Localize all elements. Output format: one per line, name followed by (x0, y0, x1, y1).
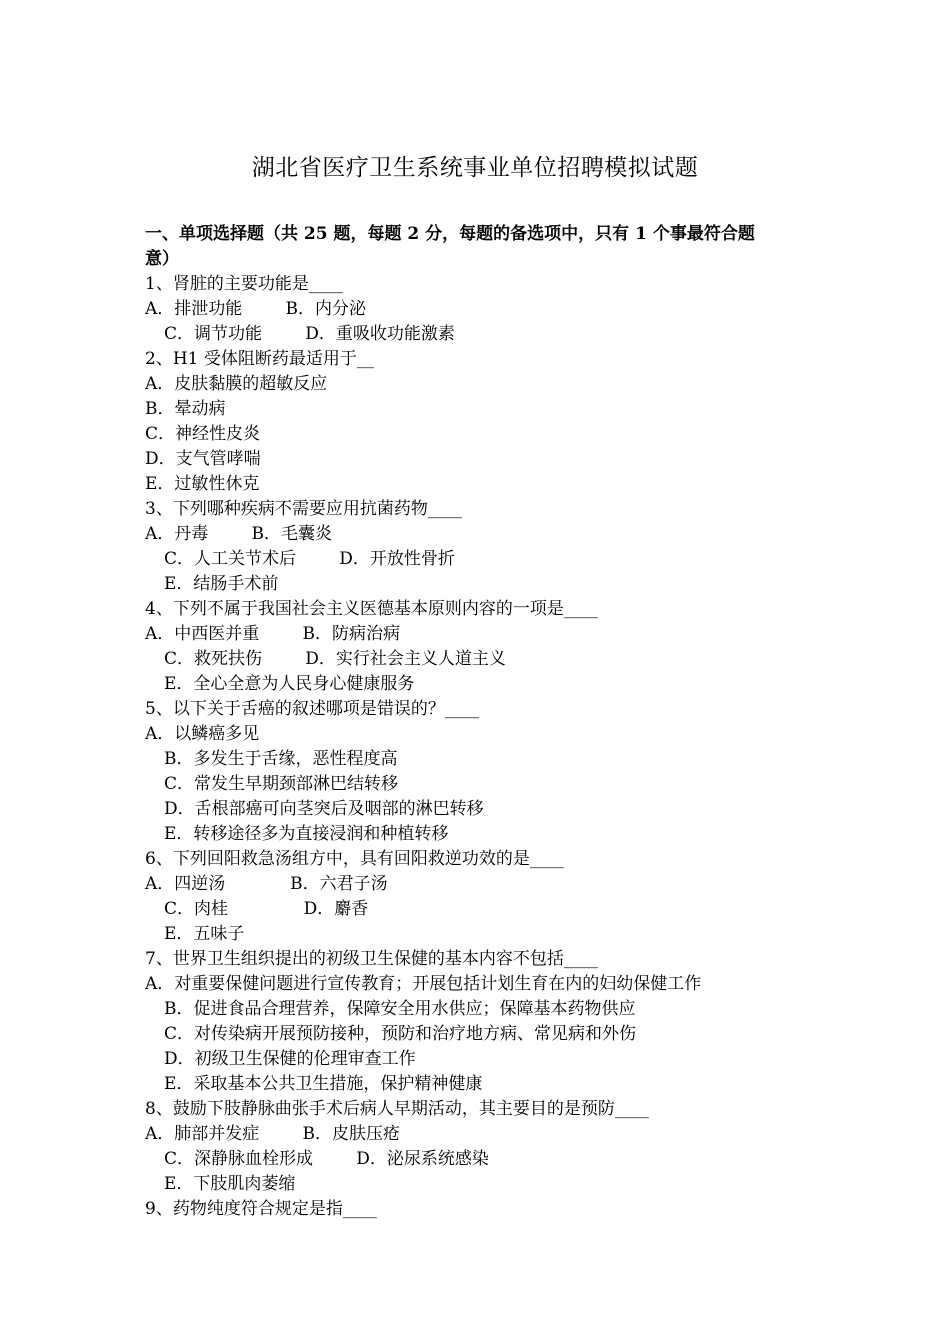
question-stem: 1、肾脏的主要功能是____ (145, 274, 343, 294)
answer-option: B．促进食品合理营养，保障安全用水供应；保障基本药物供应 (164, 999, 636, 1019)
answer-option: E．转移途径多为直接浸润和种植转移 (164, 824, 449, 844)
answer-option: C．人工关节术后 D．开放性骨折 (164, 549, 455, 569)
answer-option: A．以鳞癌多见 (145, 724, 260, 744)
answer-option: A．皮肤黏膜的超敏反应 (145, 374, 328, 394)
answer-option: C．常发生早期颈部淋巴结转移 (164, 774, 399, 794)
document-body (145, 222, 825, 1222)
answer-option: D．舌根部癌可向茎突后及咽部的淋巴转移 (164, 799, 484, 819)
answer-option: C．救死扶伤 D．实行社会主义人道主义 (164, 649, 506, 669)
question-stem: 8、鼓励下肢静脉曲张手术后病人早期活动，其主要目的是预防____ (145, 1099, 649, 1119)
answer-option: E．五味子 (164, 924, 245, 944)
section-heading-line-1: 一、单项选择题（共 25 题，每题 2 分，每题的备选项中，只有 1 个事最符合题 (145, 224, 755, 244)
answer-option: C．深静脉血栓形成 D．泌尿系统感染 (164, 1149, 489, 1169)
question-stem: 2、H1 受体阻断药最适用于__ (145, 349, 374, 369)
answer-option: B．晕动病 (145, 399, 226, 419)
answer-option: D．支气管哮喘 (145, 449, 261, 469)
answer-option: A．四逆汤 B．六君子汤 (145, 874, 388, 894)
answer-option: A．肺部并发症 B．皮肤压疮 (145, 1124, 400, 1144)
answer-option: C．对传染病开展预防接种，预防和治疗地方病、常见病和外伤 (164, 1024, 637, 1044)
question-stem: 3、下列哪种疾病不需要应用抗菌药物____ (145, 499, 462, 519)
question-stem: 7、世界卫生组织提出的初级卫生保健的基本内容不包括____ (145, 949, 598, 969)
section-heading (145, 222, 825, 272)
answer-option: A．排泄功能 B．内分泌 (145, 299, 366, 319)
question-stem: 4、下列不属于我国社会主义医德基本原则内容的一项是____ (145, 599, 598, 619)
answer-option: A．对重要保健问题进行宣传教育；开展包括计划生育在内的妇幼保健工作 (145, 974, 702, 994)
question-stem: 5、以下关于舌癌的叙述哪项是错误的？____ (145, 699, 479, 719)
answer-option: C．肉桂 D．麝香 (164, 899, 369, 919)
question-list (145, 272, 825, 1222)
question-stem: 6、下列回阳救急汤组方中，具有回阳救逆功效的是____ (145, 849, 564, 869)
answer-option: E．采取基本公共卫生措施，保护精神健康 (164, 1074, 483, 1094)
answer-option: E．下肢肌肉萎缩 (164, 1174, 296, 1194)
section-heading-line-2: 意） (145, 249, 179, 269)
page-title: 湖北省医疗卫生系统事业单位招聘模拟试题 (251, 155, 699, 181)
answer-option: C．调节功能 D．重吸收功能激素 (164, 324, 455, 344)
answer-option: B．多发生于舌缘，恶性程度高 (164, 749, 398, 769)
answer-option: E．全心全意为人民身心健康服务 (164, 674, 415, 694)
answer-option: A．丹毒 B．毛囊炎 (145, 524, 332, 544)
answer-option: C．神经性皮炎 (145, 424, 261, 444)
answer-option: A．中西医并重 B．防病治病 (145, 624, 400, 644)
question-stem: 9、药物纯度符合规定是指____ (145, 1199, 377, 1219)
answer-option: E．过敏性休克 (145, 474, 260, 494)
answer-option: D．初级卫生保健的伦理审查工作 (164, 1049, 416, 1069)
answer-option: E．结肠手术前 (164, 574, 279, 594)
